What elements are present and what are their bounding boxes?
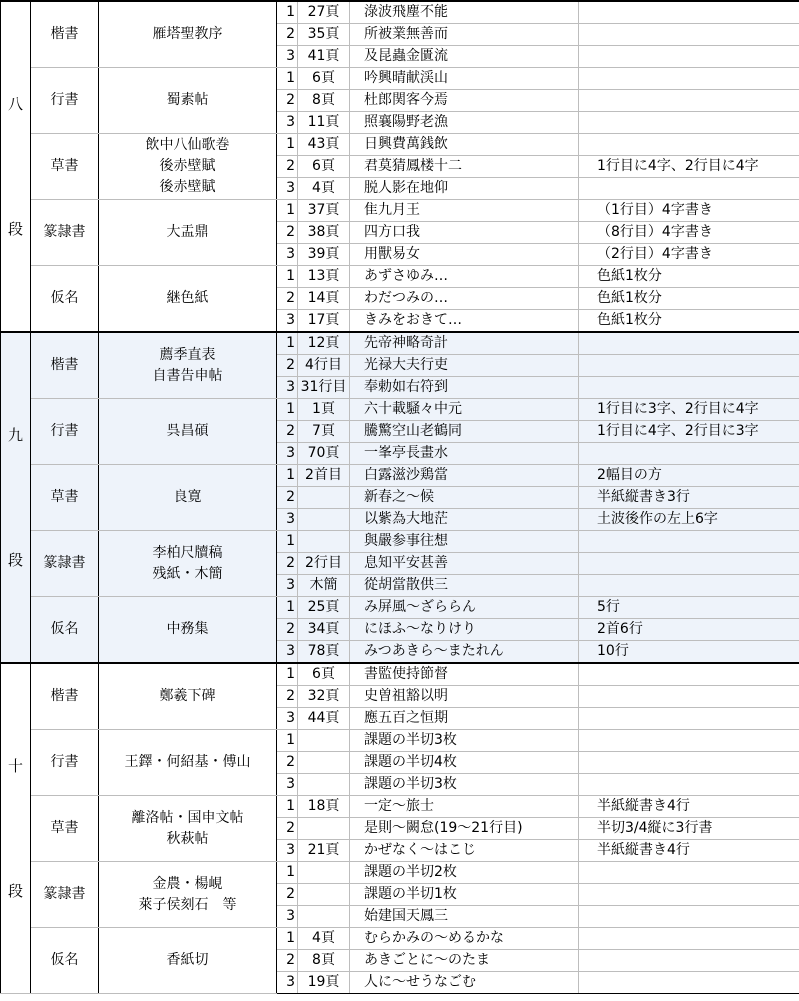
note (579, 46, 799, 68)
note (579, 332, 799, 355)
note (579, 377, 799, 399)
note (579, 708, 799, 730)
practice-text: 課題の半切2枚 (350, 862, 579, 884)
item-number: 3 (277, 509, 298, 531)
page-ref: 43頁 (298, 134, 350, 156)
script-type: 仮名 (31, 266, 99, 333)
practice-text: み屏風～ざららん (350, 597, 579, 619)
practice-text: 脱人影在地仰 (350, 178, 579, 200)
practice-text: 課題の半切1枚 (350, 884, 579, 906)
practice-text: 史曽祖豁以明 (350, 686, 579, 708)
item-number: 2 (277, 818, 298, 840)
page-ref: 25頁 (298, 597, 350, 619)
practice-text: 新春之～候 (350, 487, 579, 509)
source-line: 後赤壁賦 (159, 158, 216, 174)
source-line: 萊子侯刻石 等 (138, 896, 237, 913)
note (579, 553, 799, 575)
source-line: 呉昌碩 (166, 423, 209, 439)
table-row (1, 332, 799, 355)
item-number: 3 (277, 906, 298, 928)
item-number: 2 (277, 553, 298, 575)
script-type: 仮名 (31, 597, 99, 664)
note: （1行目）4字書き (579, 200, 799, 222)
table-row (1, 1, 799, 24)
page-ref: 37頁 (298, 200, 350, 222)
practice-text: みつあきら～またれん (350, 641, 579, 664)
page-ref: 27頁 (298, 1, 350, 24)
source-line: 金農・楊峴 (152, 875, 223, 892)
page-ref (298, 862, 350, 884)
practice-text: 人に～せうなごむ (350, 972, 579, 994)
note: 色紙1枚分 (579, 310, 799, 333)
source-work (99, 796, 277, 862)
note (579, 752, 799, 774)
practice-text: 照襄陽野老漁 (350, 112, 579, 134)
grade-char: 九 (7, 425, 23, 444)
note: 半紙縦書き3行 (579, 487, 799, 509)
item-number: 1 (277, 796, 298, 818)
practice-text: 息知平安甚善 (350, 553, 579, 575)
note: 色紙1枚分 (579, 288, 799, 310)
note (579, 112, 799, 134)
page-ref: 31行目 (298, 377, 350, 399)
item-number: 1 (277, 531, 298, 553)
practice-text: あきごとに～のたま (350, 950, 579, 972)
item-number: 1 (277, 266, 298, 288)
practice-text: 日興費萬銭飲 (350, 134, 579, 156)
practice-text: 白露滋沙鶏當 (350, 465, 579, 487)
page-ref: 7頁 (298, 421, 350, 443)
note (579, 443, 799, 465)
item-number: 1 (277, 730, 298, 752)
source-work (99, 663, 277, 730)
grade-label (1, 332, 31, 663)
page-ref: 4頁 (298, 928, 350, 950)
practice-text: 光禄大夫行吏 (350, 355, 579, 377)
page-ref: 34頁 (298, 619, 350, 641)
script-type: 行書 (31, 68, 99, 134)
practice-text: 所被業無善而 (350, 24, 579, 46)
page-ref: 44頁 (298, 708, 350, 730)
practice-text: 先帝神略奇計 (350, 332, 579, 355)
grade-char: 段 (7, 219, 23, 238)
practice-text: 隹九月王 (350, 200, 579, 222)
grade-label (1, 663, 31, 994)
note (579, 355, 799, 377)
item-number: 3 (277, 972, 298, 994)
source-work (99, 597, 277, 664)
source-work (99, 928, 277, 994)
item-number: 2 (277, 884, 298, 906)
note (579, 730, 799, 752)
source-work (99, 399, 277, 465)
page-ref: 19頁 (298, 972, 350, 994)
note: 1行目に3字、2行目に4字 (579, 399, 799, 421)
note: 1行目に4字、2行目に4字 (579, 156, 799, 178)
source-line: 後赤壁賦 (159, 179, 216, 195)
note (579, 663, 799, 686)
item-number: 2 (277, 355, 298, 377)
page-ref: 18頁 (298, 796, 350, 818)
script-type: 行書 (31, 399, 99, 465)
source-work (99, 68, 277, 134)
note: 2首6行 (579, 619, 799, 641)
note (579, 928, 799, 950)
source-work (99, 531, 277, 597)
note: 10行 (579, 641, 799, 664)
practice-text: 君莫猜鳳楼十二 (350, 156, 579, 178)
source-work (99, 332, 277, 399)
note (579, 575, 799, 597)
table-row (1, 663, 799, 686)
note: 半切3/4縦に3行書 (579, 818, 799, 840)
note: （8行目）4字書き (579, 222, 799, 244)
note: 2幅目の方 (579, 465, 799, 487)
practice-text: 杜郎関客今焉 (350, 90, 579, 112)
item-number: 2 (277, 619, 298, 641)
script-type: 楷書 (31, 663, 99, 730)
script-type: 草書 (31, 465, 99, 531)
script-type: 篆隷書 (31, 200, 99, 266)
page-ref: 6頁 (298, 663, 350, 686)
table-row (1, 465, 799, 487)
source-work (99, 134, 277, 200)
practice-text: 用獸易女 (350, 244, 579, 266)
practice-text: 吟興晴献渓山 (350, 68, 579, 90)
script-type: 草書 (31, 134, 99, 200)
page-ref: 32頁 (298, 686, 350, 708)
page-ref: 21頁 (298, 840, 350, 862)
note (579, 862, 799, 884)
note (579, 686, 799, 708)
practice-text: 以紫為大地茫 (350, 509, 579, 531)
note: 色紙1枚分 (579, 266, 799, 288)
note (579, 134, 799, 156)
grade-char: 段 (7, 550, 23, 569)
practice-text: 應五百之恒期 (350, 708, 579, 730)
page-ref: 39頁 (298, 244, 350, 266)
item-number: 1 (277, 465, 298, 487)
source-line: 中務集 (166, 621, 209, 637)
page-ref: 4頁 (298, 178, 350, 200)
item-number: 1 (277, 399, 298, 421)
note (579, 950, 799, 972)
item-number: 1 (277, 597, 298, 619)
page-ref: 2行目 (298, 553, 350, 575)
item-number: 3 (277, 575, 298, 597)
source-line: 雁塔聖教序 (152, 26, 223, 42)
source-work (99, 200, 277, 266)
practice-text: あずさゆみ… (350, 266, 579, 288)
table-row (1, 928, 799, 950)
item-number: 1 (277, 663, 298, 686)
item-number: 3 (277, 377, 298, 399)
table-row (1, 796, 799, 818)
page-ref (298, 818, 350, 840)
item-number: 3 (277, 178, 298, 200)
note (579, 178, 799, 200)
practice-text: かぜなく～はこじ (350, 840, 579, 862)
item-number: 2 (277, 90, 298, 112)
item-number: 2 (277, 156, 298, 178)
note: 半紙縦書き4行 (579, 840, 799, 862)
practice-text: 六十載騒々中元 (350, 399, 579, 421)
table-row (1, 597, 799, 619)
script-type: 篆隷書 (31, 862, 99, 928)
item-number: 1 (277, 928, 298, 950)
practice-text: 書監使持節督 (350, 663, 579, 686)
page-ref: 12頁 (298, 332, 350, 355)
practice-text: 一定～旅士 (350, 796, 579, 818)
page-ref (298, 906, 350, 928)
note: 土波後作の左上6字 (579, 509, 799, 531)
practice-text: 從胡當散供三 (350, 575, 579, 597)
item-number: 2 (277, 421, 298, 443)
page-ref (298, 884, 350, 906)
note (579, 906, 799, 928)
page-ref: 木簡 (298, 575, 350, 597)
practice-text: きみをおきて… (350, 310, 579, 333)
practice-text: 始建国天鳳三 (350, 906, 579, 928)
source-line: 蜀素帖 (166, 92, 209, 108)
item-number: 2 (277, 752, 298, 774)
table-row (1, 134, 799, 156)
page-ref: 6頁 (298, 156, 350, 178)
source-work (99, 465, 277, 531)
page-ref: 8頁 (298, 950, 350, 972)
source-line: 飲中八仙歌巻 (145, 137, 230, 153)
page-ref: 2首目 (298, 465, 350, 487)
page-ref (298, 509, 350, 531)
item-number: 2 (277, 950, 298, 972)
page-ref: 1頁 (298, 399, 350, 421)
source-line: 秋萩帖 (166, 830, 209, 847)
grade-char: 段 (7, 881, 23, 900)
item-number: 2 (277, 24, 298, 46)
note (579, 24, 799, 46)
page-ref (298, 752, 350, 774)
item-number: 2 (277, 222, 298, 244)
note (579, 531, 799, 553)
grade-char: 十 (7, 756, 23, 775)
item-number: 1 (277, 332, 298, 355)
page-ref: 17頁 (298, 310, 350, 333)
item-number: 3 (277, 774, 298, 796)
item-number: 1 (277, 200, 298, 222)
source-line: 薦季直表 (159, 346, 216, 363)
page-ref (298, 487, 350, 509)
source-line: 香紙切 (166, 952, 209, 968)
table-row (1, 399, 799, 421)
practice-text: 與嚴参事往想 (350, 531, 579, 553)
page-ref (298, 730, 350, 752)
item-number: 3 (277, 840, 298, 862)
note (579, 972, 799, 994)
item-number: 1 (277, 134, 298, 156)
practice-text: むらかみの～めるかな (350, 928, 579, 950)
source-line: 残紙・木簡 (152, 565, 223, 582)
note (579, 68, 799, 90)
script-type: 行書 (31, 730, 99, 796)
page-ref (298, 531, 350, 553)
script-type: 草書 (31, 796, 99, 862)
source-line: 大盂鼎 (166, 224, 209, 240)
practice-text: 奉勅如右符到 (350, 377, 579, 399)
item-number: 3 (277, 46, 298, 68)
practice-text: 騰驚空山老鶴同 (350, 421, 579, 443)
source-work (99, 862, 277, 928)
script-type: 篆隷書 (31, 531, 99, 597)
item-number: 3 (277, 310, 298, 333)
item-number: 2 (277, 686, 298, 708)
table-row (1, 531, 799, 553)
source-line: 鄭羲下碑 (159, 688, 216, 704)
page-ref: 8頁 (298, 90, 350, 112)
source-line: 王鐸・何紹基・傅山 (124, 754, 251, 770)
page-ref: 6頁 (298, 68, 350, 90)
source-work (99, 266, 277, 333)
script-type: 仮名 (31, 928, 99, 994)
practice-text: 一峯亭長畫水 (350, 443, 579, 465)
item-number: 3 (277, 244, 298, 266)
page-ref: 41頁 (298, 46, 350, 68)
page-ref: 38頁 (298, 222, 350, 244)
source-line: 継色紙 (166, 290, 209, 306)
source-work (99, 1, 277, 68)
grade-label (1, 1, 31, 332)
item-number: 1 (277, 68, 298, 90)
practice-text: 課題の半切3枚 (350, 730, 579, 752)
practice-text: 課題の半切4枚 (350, 752, 579, 774)
item-number: 3 (277, 708, 298, 730)
source-line: 自書告申帖 (152, 367, 223, 384)
page-ref: 13頁 (298, 266, 350, 288)
practice-text: にほふ～なりけり (350, 619, 579, 641)
script-type: 楷書 (31, 1, 99, 68)
item-number: 3 (277, 641, 298, 664)
source-line: 離洛帖・国申文帖 (131, 809, 244, 826)
page-ref: 14頁 (298, 288, 350, 310)
note (579, 90, 799, 112)
note (579, 1, 799, 24)
practice-text: わだつみの… (350, 288, 579, 310)
note: 5行 (579, 597, 799, 619)
source-line: 良寛 (173, 489, 202, 505)
page-ref (298, 774, 350, 796)
table-row (1, 68, 799, 90)
item-number: 1 (277, 1, 298, 24)
table-row (1, 266, 799, 288)
script-type: 楷書 (31, 332, 99, 399)
source-line: 李柏尺牘稿 (152, 544, 223, 561)
table-row (1, 862, 799, 884)
practice-text: 四方口我 (350, 222, 579, 244)
note (579, 774, 799, 796)
item-number: 3 (277, 112, 298, 134)
table-row (1, 200, 799, 222)
table-row (1, 730, 799, 752)
note (579, 884, 799, 906)
page-ref: 78頁 (298, 641, 350, 664)
grade-char: 八 (7, 94, 23, 113)
note: （2行目）4字書き (579, 244, 799, 266)
page-ref: 70頁 (298, 443, 350, 465)
page-ref: 4行目 (298, 355, 350, 377)
item-number: 1 (277, 862, 298, 884)
note: 1行目に4字、2行目に3字 (579, 421, 799, 443)
item-number: 2 (277, 288, 298, 310)
item-number: 3 (277, 443, 298, 465)
page-ref: 35頁 (298, 24, 350, 46)
item-number: 2 (277, 487, 298, 509)
practice-text: 及昆蟲金匱流 (350, 46, 579, 68)
note: 半紙縦書き4行 (579, 796, 799, 818)
table-body (1, 1, 799, 994)
source-work (99, 730, 277, 796)
practice-text: 課題の半切3枚 (350, 774, 579, 796)
page-ref: 11頁 (298, 112, 350, 134)
practice-text: 淥波飛塵不能 (350, 1, 579, 24)
practice-text: 是則～闕怠(19～21行目) (350, 818, 579, 840)
